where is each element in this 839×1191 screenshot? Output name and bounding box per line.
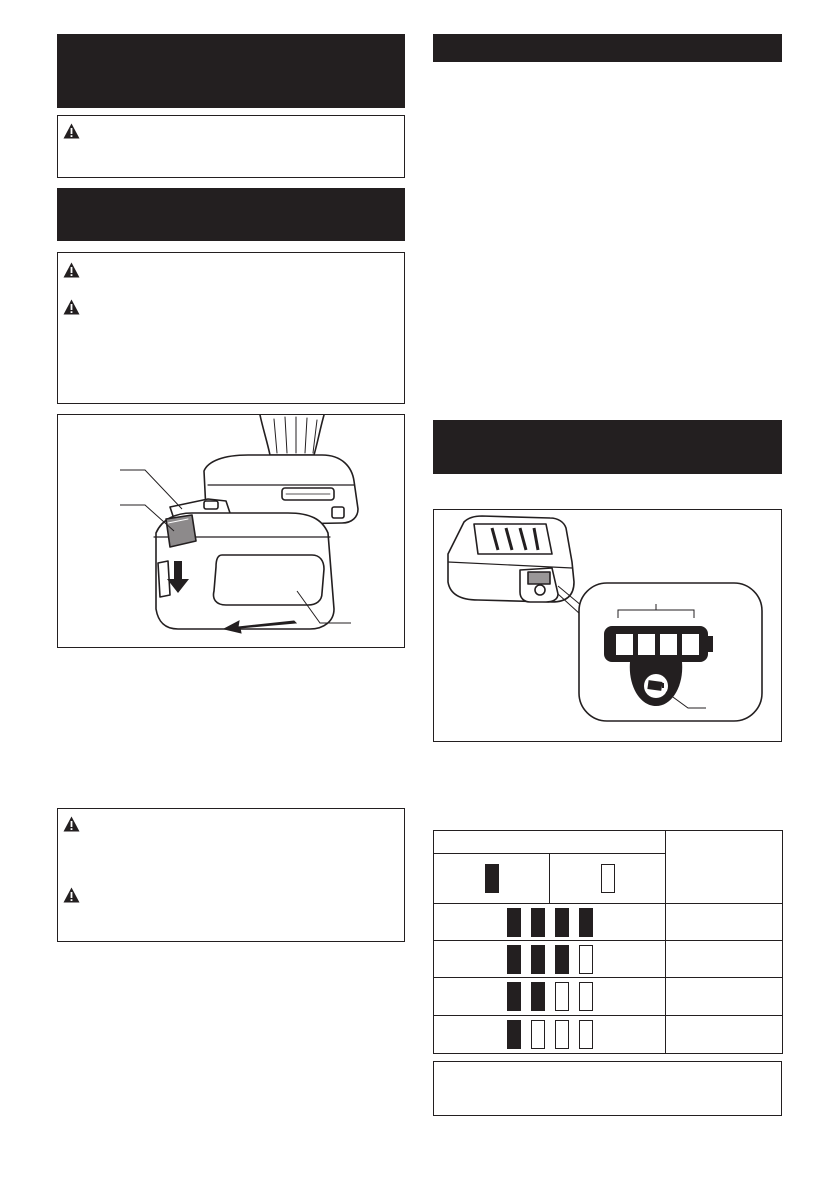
warning-triangle-icon <box>63 262 80 278</box>
capacity-cell <box>666 904 783 941</box>
lamp-off-icon <box>531 1020 545 1049</box>
lamp-lighted-icon <box>531 945 545 974</box>
section-header-2 <box>57 188 405 241</box>
note-box <box>433 1061 782 1116</box>
table-row <box>434 978 783 1016</box>
indicator-segment <box>682 634 699 655</box>
caution-box-1 <box>57 115 405 178</box>
lamp-off-icon <box>579 982 593 1011</box>
lamp-lighted-icon <box>555 908 569 937</box>
lamp-lighted-icon <box>507 908 521 937</box>
lamp-lighted-icon <box>531 908 545 937</box>
lamp-off-icon <box>579 1020 593 1049</box>
lamp-lighted-icon <box>507 945 521 974</box>
battery-removal-figure <box>57 414 405 648</box>
table-row <box>434 904 783 941</box>
legend-off <box>550 854 666 904</box>
capacity-cell <box>666 941 783 978</box>
table-header-row <box>434 831 783 854</box>
remaining-capacity-header <box>666 831 783 904</box>
lamp-off-icon <box>579 945 593 974</box>
warning-triangle-icon <box>63 299 80 315</box>
warning-triangle-icon <box>63 123 80 139</box>
lamp-lighted-icon <box>579 908 593 937</box>
lamp-lighted-icon <box>507 1020 521 1049</box>
lamp-lighted-icon <box>555 945 569 974</box>
section-header-3 <box>433 34 782 62</box>
table-row <box>434 1016 783 1054</box>
lamp-off-icon <box>555 1020 569 1049</box>
callout-line-1 <box>120 470 182 509</box>
indicator-lamps-table <box>433 830 783 1054</box>
capacity-cell <box>666 1016 783 1054</box>
indicator-segment <box>616 634 633 655</box>
lamp-lighted-icon <box>507 982 521 1011</box>
lamp-lighted-icon <box>531 982 545 1011</box>
table-row <box>434 941 783 978</box>
capacity-cell <box>666 978 783 1016</box>
caution-box-3 <box>57 808 405 942</box>
legend-lighted <box>434 854 550 904</box>
warning-triangle-icon <box>63 816 80 832</box>
section-header-1 <box>57 34 405 108</box>
lamps-cell <box>434 904 666 941</box>
capacity-indicator-illustration <box>434 510 780 740</box>
indicator-segment <box>660 634 677 655</box>
lamp-off-icon <box>601 864 615 893</box>
battery-removal-illustration <box>58 415 403 646</box>
lamps-cell <box>434 1016 666 1054</box>
caution-box-2 <box>57 252 405 404</box>
capacity-indicator-figure <box>433 509 782 742</box>
indicator-lamps-header <box>434 831 666 854</box>
lamps-cell <box>434 978 666 1016</box>
lamp-off-icon <box>555 982 569 1011</box>
warning-triangle-icon <box>63 887 80 903</box>
indicator-segment <box>638 634 655 655</box>
lamps-cell <box>434 941 666 978</box>
lamp-lighted-icon <box>485 864 499 893</box>
section-header-4 <box>433 420 782 474</box>
